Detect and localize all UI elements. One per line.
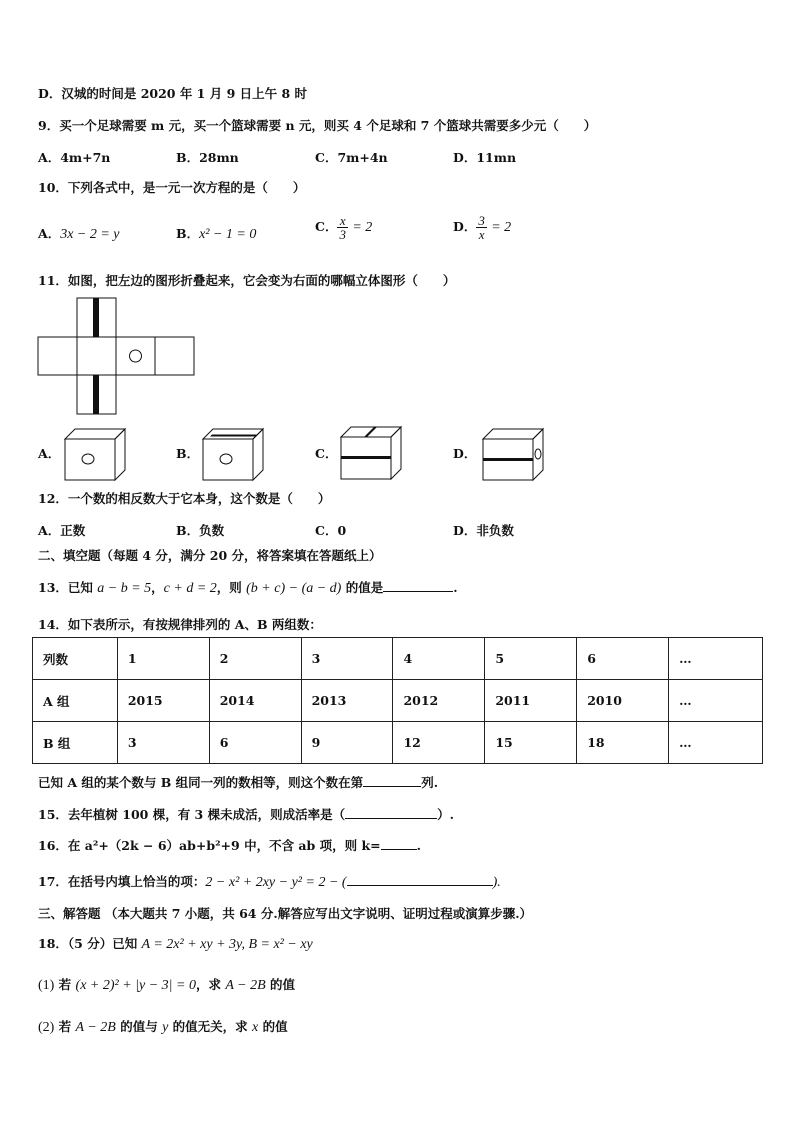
- table-cell: …: [669, 638, 763, 680]
- table-cell: 15: [485, 722, 577, 764]
- table-cell: 2: [209, 638, 301, 680]
- table-row: [33, 638, 763, 680]
- q13-text: 13．已知: [38, 580, 98, 595]
- q13-text: ，: [151, 580, 164, 595]
- q17-expression: ).: [492, 875, 501, 890]
- option-expression: 3x − 2 = y: [60, 227, 120, 242]
- q18-text: 的值与: [115, 1019, 163, 1034]
- table-cell: 3: [301, 638, 393, 680]
- q18-expression: x: [252, 1020, 259, 1035]
- table-cell: 5: [485, 638, 577, 680]
- cube-option-a: [62, 426, 128, 482]
- q18-text: 的值: [258, 1019, 288, 1034]
- table-cell: …: [669, 680, 763, 722]
- q10-option-c: [315, 214, 372, 241]
- q9-option-b: B．28mn: [176, 150, 239, 165]
- section-heading-fill-blank: 二、填空题（每题 4 分，满分 20 分，将答案填在答题纸上）: [38, 548, 382, 563]
- q9-option-c: C．7m+4n: [315, 150, 388, 165]
- answer-blank[interactable]: [381, 837, 417, 850]
- q18-expression: y: [162, 1020, 169, 1035]
- table-cell: 12: [393, 722, 485, 764]
- sequence-table: [32, 637, 763, 764]
- q13-expression: c + d = 2: [163, 581, 217, 596]
- table-cell: 列数: [33, 638, 118, 680]
- q13-line: [38, 578, 458, 597]
- q15-text: ）.: [437, 807, 454, 822]
- part-label: (2): [38, 1020, 55, 1035]
- q18-part-1: [38, 975, 295, 994]
- table-row: [33, 722, 763, 764]
- q12-option-b: B．负数: [176, 523, 225, 538]
- q11-option-a-label: A．: [38, 446, 61, 461]
- q18-expression: A − 2B: [225, 978, 266, 993]
- q14-question: [38, 773, 438, 791]
- q18-expression: A − 2B: [75, 1020, 116, 1035]
- table-cell: …: [669, 722, 763, 764]
- table-cell: 2015: [117, 680, 209, 722]
- q9-stem: 9．买一个足球需要 m 元，买一个篮球需要 n 元，则买 4 个足球和 7 个篮球共需要多少元（ ）: [38, 118, 597, 133]
- table-cell: 2012: [393, 680, 485, 722]
- q17-expression: 2 − x² + 2xy − y² = 2 − (: [205, 875, 347, 890]
- cube-net-figure: [36, 296, 198, 416]
- q13-text: ，则: [216, 580, 247, 595]
- q10-option-d: [453, 214, 511, 241]
- table-cell: 9: [301, 722, 393, 764]
- table-cell: 2013: [301, 680, 393, 722]
- table-cell: 18: [577, 722, 669, 764]
- q9-option-d: D．11mn: [453, 150, 517, 165]
- q13-expression: a − b = 5: [97, 581, 152, 596]
- answer-blank[interactable]: [347, 873, 493, 886]
- table-cell: 2011: [485, 680, 577, 722]
- q17-text: 17．在括号内填上恰当的项：: [38, 874, 206, 889]
- table-cell: 4: [393, 638, 485, 680]
- cube-option-b: [200, 426, 266, 482]
- table-cell: B 组: [33, 722, 118, 764]
- q17-line: [38, 872, 501, 891]
- q18-text: 的值: [265, 977, 296, 992]
- q16-line: [38, 836, 421, 854]
- q10-option-a: [38, 224, 120, 243]
- answer-blank[interactable]: [363, 774, 421, 787]
- option-label: D．: [453, 219, 477, 234]
- q12-option-d: D．非负数: [453, 523, 514, 538]
- q12-option-a: A．正数: [38, 523, 86, 538]
- option-expression: x² − 1 = 0: [199, 227, 257, 242]
- option-label: B．: [176, 226, 200, 241]
- fraction: $\frac{3}{x}$: [478, 213, 485, 242]
- option-label: A．: [38, 226, 61, 241]
- table-cell: 2014: [209, 680, 301, 722]
- q18-expression: A = 2x² + xy + 3y, B = x² − xy: [141, 937, 313, 952]
- q15-text: 15．去年植树 100 棵，有 3 棵未成活，则成活率是（: [38, 807, 346, 822]
- option-expression: = 2: [352, 220, 373, 235]
- q14-stem: 14．如下表所示，有按规律排列的 A、B 两组数：: [38, 617, 322, 632]
- option-expression: = 2: [491, 220, 512, 235]
- cube-option-d: [480, 426, 546, 482]
- cube-option-c: [338, 424, 404, 482]
- q12-stem: 12．一个数的相反数大于它本身，这个数是（ ）: [38, 491, 331, 506]
- q18-expression: (x + 2)² + |y − 3| = 0: [75, 978, 196, 993]
- q18-stem: [38, 934, 313, 953]
- fraction: $\frac{x}{3}$: [339, 213, 346, 242]
- q8-option-d: D．汉城的时间是 2020 年 1 月 9 日上午 8 时: [38, 86, 308, 101]
- table-cell: 1: [117, 638, 209, 680]
- q11-option-b-label: B．: [176, 446, 200, 461]
- q18-text: ，求: [195, 977, 226, 992]
- q13-expression: (b + c) − (a − d): [246, 581, 342, 596]
- table-cell: 6: [577, 638, 669, 680]
- q16-text: .: [416, 838, 421, 853]
- q10-stem: 10．下列各式中，是一元一次方程的是（ ）: [38, 180, 306, 195]
- q18-part-2: [38, 1017, 288, 1036]
- table-cell: 3: [117, 722, 209, 764]
- part-label: (1): [38, 978, 55, 993]
- q13-text: .: [453, 580, 458, 595]
- table-cell: 6: [209, 722, 301, 764]
- table-cell: 2010: [577, 680, 669, 722]
- q11-option-c-label: C．: [315, 446, 338, 461]
- q10-option-b: [176, 224, 256, 243]
- q9-option-a: A．4m+7n: [38, 150, 111, 165]
- q14-text: 列.: [421, 775, 439, 790]
- section-heading-solve: 三、解答题 （本大题共 7 小题，共 64 分.解答应写出文字说明、证明过程或演算步骤.）: [38, 906, 533, 921]
- q16-text: 16．在 a²+（2k − 6）ab+b²+9 中，不含 ab 项，则 k=: [38, 838, 381, 853]
- q18-text: 的值无关，求: [168, 1019, 253, 1034]
- answer-blank[interactable]: [345, 806, 437, 819]
- q14-text: 已知 A 组的某个数与 B 组同一列的数相等，则这个数在第: [38, 775, 364, 790]
- table-row: [33, 680, 763, 722]
- q18-text: 18．（5 分）已知: [38, 936, 142, 951]
- q18-text: 若: [54, 1019, 76, 1034]
- q13-text: 的值是: [341, 580, 384, 595]
- option-label: C．: [315, 219, 338, 234]
- q11-stem: 11．如图，把左边的图形折叠起来，它会变为右面的哪幅立体图形（ ）: [38, 273, 456, 288]
- q11-option-d-label: D．: [453, 446, 477, 461]
- q15-line: [38, 805, 454, 823]
- q12-option-c: C．0: [315, 523, 347, 538]
- answer-blank[interactable]: [383, 579, 453, 592]
- q18-text: 若: [54, 977, 76, 992]
- table-cell: A 组: [33, 680, 118, 722]
